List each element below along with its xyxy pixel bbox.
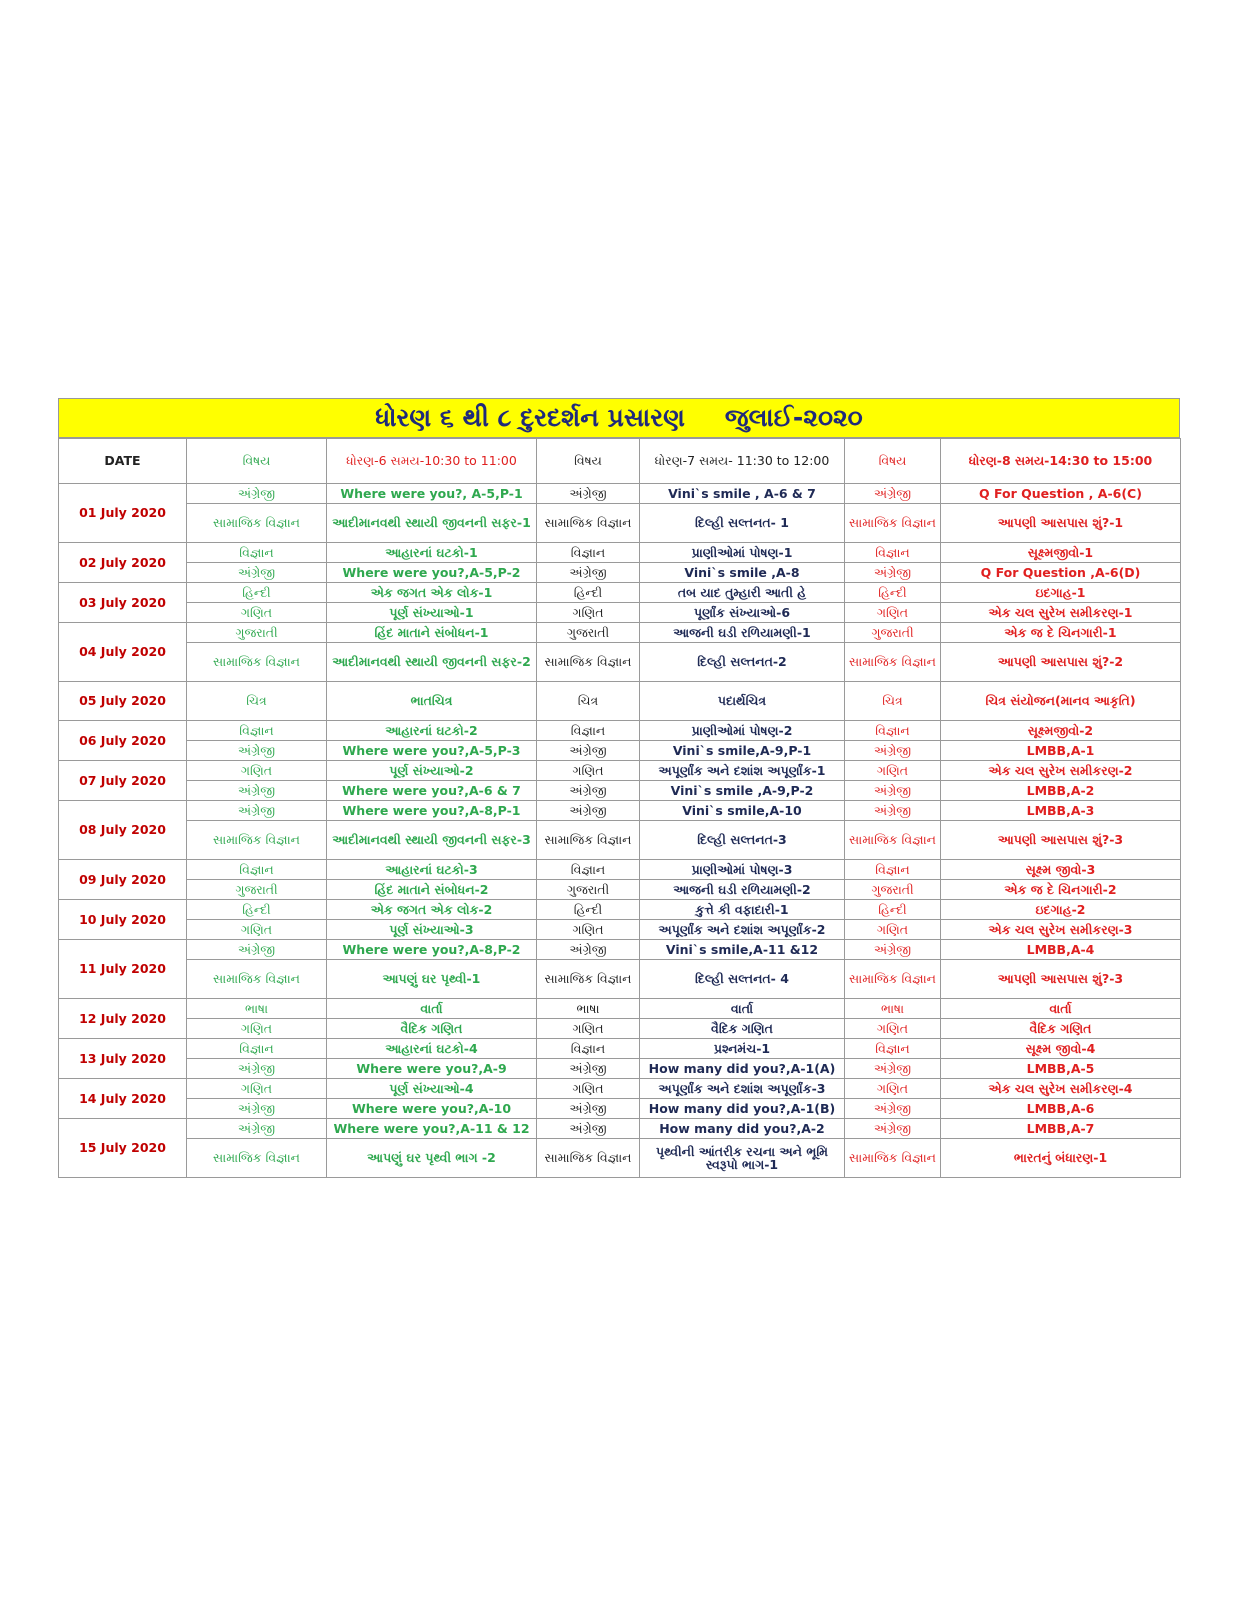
topic-std7-cell: પ્રાણીઓમાં પોષણ-1: [640, 543, 845, 563]
topic-std7-cell: આજની ઘડી રળિયામણી-2: [640, 880, 845, 900]
subject-std6-cell: ગણિત: [187, 603, 327, 623]
subject-std7-cell: હિન્દી: [537, 583, 640, 603]
subject-std8-cell: અંગ્રેજી: [845, 484, 941, 504]
topic-std6-cell: Where were you?,A-10: [327, 1099, 537, 1119]
topic-std8-cell: Q For Question ,A-6(D): [941, 563, 1181, 583]
topic-std6-cell: Where were you?,A-5,P-2: [327, 563, 537, 583]
topic-std7-cell: વૈદિક ગણિત: [640, 1019, 845, 1039]
subject-std6-cell: અંગ્રેજી: [187, 940, 327, 960]
subject-std7-cell: વિજ્ઞાન: [537, 860, 640, 880]
topic-std6-cell: પૂર્ણ સંખ્યાઓ-3: [327, 920, 537, 940]
topic-std8-cell: LMBB,A-5: [941, 1059, 1181, 1079]
date-cell: 13 July 2020: [59, 1039, 187, 1079]
subject-std7-cell: અંગ્રેજી: [537, 781, 640, 801]
topic-std8-cell: Q For Question , A-6(C): [941, 484, 1181, 504]
table-row: [59, 1039, 1181, 1059]
subject-std7-cell: અંગ્રેજી: [537, 484, 640, 504]
topic-std7-cell: દિલ્હી સલ્તનત-2: [640, 643, 845, 682]
date-cell: 04 July 2020: [59, 623, 187, 682]
topic-std8-cell: LMBB,A-6: [941, 1099, 1181, 1119]
topic-std6-cell: Where were you?,A-9: [327, 1059, 537, 1079]
topic-std8-cell: સૂક્ષ્મ જીવો-3: [941, 860, 1181, 880]
subject-std8-cell: સામાજિક વિજ્ઞાન: [845, 960, 941, 999]
table-row: [59, 563, 1181, 583]
topic-std8-cell: LMBB,A-3: [941, 801, 1181, 821]
subject-std8-cell: ગણિત: [845, 1019, 941, 1039]
topic-std7-cell: Vini`s smile ,A-9,P-2: [640, 781, 845, 801]
table-row: [59, 643, 1181, 682]
topic-std8-cell: LMBB,A-2: [941, 781, 1181, 801]
table-row: [59, 880, 1181, 900]
topic-std7-cell: દિલ્હી સલ્તનત- 4: [640, 960, 845, 999]
topic-std7-cell: Vini`s smile,A-9,P-1: [640, 741, 845, 761]
subject-std8-cell: અંગ્રેજી: [845, 741, 941, 761]
topic-std6-cell: આપણું ઘર પૃથ્વી ભાગ -2: [327, 1139, 537, 1178]
subject-std7-cell: અંગ્રેજી: [537, 741, 640, 761]
topic-std6-cell: આહારનાં ઘટકો-4: [327, 1039, 537, 1059]
topic-std8-cell: એક ચલ સુરેખ સમીકરણ-3: [941, 920, 1181, 940]
title-text: ધોરણ ૬ થી ૮ દુરદર્શન પ્રસારણ: [375, 403, 685, 432]
subject-std7-cell: હિન્દી: [537, 900, 640, 920]
date-cell: 15 July 2020: [59, 1119, 187, 1178]
topic-std6-cell: આહારનાં ઘટકો-2: [327, 721, 537, 741]
topic-std7-cell: How many did you?,A-2: [640, 1119, 845, 1139]
topic-std8-cell: વૈદિક ગણિત: [941, 1019, 1181, 1039]
subject-std8-cell: ગુજરાતી: [845, 880, 941, 900]
subject-std8-cell: અંગ્રેજી: [845, 940, 941, 960]
subject-std6-cell: અંગ્રેજી: [187, 484, 327, 504]
header-subject-6: વિષય: [187, 439, 327, 484]
subject-std7-cell: ગણિત: [537, 920, 640, 940]
topic-std7-cell: અપૂર્ણાંક અને દશાંશ અપૂર્ણાંક-3: [640, 1079, 845, 1099]
subject-std8-cell: અંગ્રેજી: [845, 781, 941, 801]
subject-std7-cell: અંગ્રેજી: [537, 801, 640, 821]
topic-std7-cell: પ્રાણીઓમાં પોષણ-2: [640, 721, 845, 741]
subject-std7-cell: અંગ્રેજી: [537, 563, 640, 583]
topic-std7-cell: તબ યાદ તુમ્હારી આતી હે: [640, 583, 845, 603]
subject-std8-cell: અંગ્રેજી: [845, 1119, 941, 1139]
header-date: DATE: [59, 439, 187, 484]
schedule-table: [58, 438, 1181, 1178]
topic-std6-cell: Where were you?,A-5,P-3: [327, 741, 537, 761]
subject-std8-cell: વિજ્ઞાન: [845, 1039, 941, 1059]
subject-std8-cell: સામાજિક વિજ્ઞાન: [845, 504, 941, 543]
subject-std7-cell: સામાજિક વિજ્ઞાન: [537, 504, 640, 543]
subject-std7-cell: વિજ્ઞાન: [537, 543, 640, 563]
topic-std7-cell: Vini`s smile ,A-8: [640, 563, 845, 583]
subject-std7-cell: સામાજિક વિજ્ઞાન: [537, 821, 640, 860]
topic-std6-cell: હિંદ માતાને સંબોધન-1: [327, 623, 537, 643]
subject-std8-cell: હિન્દી: [845, 900, 941, 920]
topic-std8-cell: ચિત્ર સંયોજન(માનવ આકૃતિ): [941, 682, 1181, 721]
date-cell: 07 July 2020: [59, 761, 187, 801]
topic-std8-cell: વાર્તા: [941, 999, 1181, 1019]
subject-std7-cell: સામાજિક વિજ્ઞાન: [537, 1139, 640, 1178]
topic-std8-cell: LMBB,A-1: [941, 741, 1181, 761]
topic-std7-cell: How many did you?,A-1(A): [640, 1059, 845, 1079]
topic-std6-cell: એક જગત એક લોક-1: [327, 583, 537, 603]
subject-std6-cell: હિન્દી: [187, 583, 327, 603]
topic-std7-cell: અપૂર્ણાંક અને દશાંશ અપૂર્ણાંક-1: [640, 761, 845, 781]
subject-std7-cell: અંગ્રેજી: [537, 1099, 640, 1119]
topic-std6-cell: પૂર્ણ સંખ્યાઓ-2: [327, 761, 537, 781]
topic-std6-cell: આદીમાનવથી સ્થાયી જીવનની સફર-3: [327, 821, 537, 860]
header-subject-8: વિષય: [845, 439, 941, 484]
subject-std7-cell: ગુજરાતી: [537, 880, 640, 900]
subject-std7-cell: ગણિત: [537, 1079, 640, 1099]
table-row: [59, 1079, 1181, 1099]
topic-std6-cell: Where were you?,A-8,P-2: [327, 940, 537, 960]
table-row: [59, 504, 1181, 543]
topic-std6-cell: વૈદિક ગણિત: [327, 1019, 537, 1039]
topic-std7-cell: પ્રાણીઓમાં પોષણ-3: [640, 860, 845, 880]
table-row: [59, 682, 1181, 721]
topic-std6-cell: હિંદ માતાને સંબોધન-2: [327, 880, 537, 900]
subject-std8-cell: ગણિત: [845, 603, 941, 623]
subject-std7-cell: ગણિત: [537, 761, 640, 781]
topic-std8-cell: આપણી આસપાસ શું?-3: [941, 821, 1181, 860]
table-row: [59, 583, 1181, 603]
subject-std6-cell: ભાષા: [187, 999, 327, 1019]
subject-std6-cell: ગુજરાતી: [187, 880, 327, 900]
topic-std8-cell: સૂક્ષ્મ જીવો-4: [941, 1039, 1181, 1059]
topic-std6-cell: આદીમાનવથી સ્થાયી જીવનની સફર-1: [327, 504, 537, 543]
topic-std7-cell: Vini`s smile,A-10: [640, 801, 845, 821]
subject-std6-cell: સામાજિક વિજ્ઞાન: [187, 821, 327, 860]
topic-std6-cell: Where were you?,A-11 & 12: [327, 1119, 537, 1139]
topic-std6-cell: Where were you?,A-8,P-1: [327, 801, 537, 821]
topic-std7-cell: આજની ઘડી રળિયામણી-1: [640, 623, 845, 643]
subject-std6-cell: અંગ્રેજી: [187, 781, 327, 801]
subject-std6-cell: વિજ્ઞાન: [187, 1039, 327, 1059]
date-cell: 05 July 2020: [59, 682, 187, 721]
subject-std7-cell: ગણિત: [537, 603, 640, 623]
topic-std7-cell: પદાર્થચિત્ર: [640, 682, 845, 721]
subject-std6-cell: વિજ્ઞાન: [187, 543, 327, 563]
subject-std6-cell: અંગ્રેજી: [187, 741, 327, 761]
date-cell: 12 July 2020: [59, 999, 187, 1039]
table-row: [59, 1119, 1181, 1139]
header-std8: ધોરણ-8 સમય-14:30 to 15:00: [941, 439, 1181, 484]
table-row: [59, 1099, 1181, 1119]
subject-std7-cell: અંગ્રેજી: [537, 1059, 640, 1079]
topic-std7-cell: દિલ્હી સલ્તનત-3: [640, 821, 845, 860]
subject-std8-cell: ગણિત: [845, 761, 941, 781]
table-row: [59, 1019, 1181, 1039]
topic-std6-cell: Where were you?, A-5,P-1: [327, 484, 537, 504]
topic-std6-cell: પૂર્ણ સંખ્યાઓ-1: [327, 603, 537, 623]
subject-std8-cell: અંગ્રેજી: [845, 801, 941, 821]
subject-std8-cell: અંગ્રેજી: [845, 1059, 941, 1079]
date-cell: 10 July 2020: [59, 900, 187, 940]
subject-std7-cell: અંગ્રેજી: [537, 940, 640, 960]
subject-std8-cell: ગણિત: [845, 1079, 941, 1099]
topic-std7-cell: પૂર્ણાંક સંખ્યાઓ-6: [640, 603, 845, 623]
topic-std7-cell: Vini`s smile , A-6 & 7: [640, 484, 845, 504]
topic-std8-cell: સૂક્ષ્મજીવો-2: [941, 721, 1181, 741]
title-month: જુલાઈ-૨૦૨૦: [724, 403, 863, 432]
subject-std6-cell: અંગ્રેજી: [187, 801, 327, 821]
schedule-body: [59, 484, 1181, 1178]
subject-std6-cell: સામાજિક વિજ્ઞાન: [187, 504, 327, 543]
subject-std8-cell: ગુજરાતી: [845, 623, 941, 643]
schedule-sheet: [58, 398, 1180, 1178]
subject-std6-cell: સામાજિક વિજ્ઞાન: [187, 1139, 327, 1178]
subject-std6-cell: અંગ્રેજી: [187, 1099, 327, 1119]
header-std6: ધોરણ-6 સમય-10:30 to 11:00: [327, 439, 537, 484]
subject-std8-cell: હિન્દી: [845, 583, 941, 603]
table-row: [59, 821, 1181, 860]
subject-std6-cell: ગણિત: [187, 1079, 327, 1099]
subject-std6-cell: ગણિત: [187, 920, 327, 940]
topic-std6-cell: એક જગત એક લોક-2: [327, 900, 537, 920]
table-row: [59, 801, 1181, 821]
subject-std6-cell: અંગ્રેજી: [187, 1119, 327, 1139]
topic-std6-cell: પૂર્ણ સંખ્યાઓ-4: [327, 1079, 537, 1099]
subject-std6-cell: હિન્દી: [187, 900, 327, 920]
table-row: [59, 1059, 1181, 1079]
subject-std6-cell: ગણિત: [187, 1019, 327, 1039]
topic-std7-cell: Vini`s smile,A-11 &12: [640, 940, 845, 960]
subject-std6-cell: વિજ્ઞાન: [187, 721, 327, 741]
date-cell: 08 July 2020: [59, 801, 187, 860]
subject-std7-cell: વિજ્ઞાન: [537, 1039, 640, 1059]
topic-std7-cell: અપૂર્ણાંક અને દશાંશ અપૂર્ણાંક-2: [640, 920, 845, 940]
header-row: [59, 439, 1181, 484]
table-row: [59, 1139, 1181, 1178]
subject-std6-cell: ગુજરાતી: [187, 623, 327, 643]
topic-std7-cell: દિલ્હી સલ્તનત- 1: [640, 504, 845, 543]
subject-std6-cell: સામાજિક વિજ્ઞાન: [187, 960, 327, 999]
topic-std7-cell: How many did you?,A-1(B): [640, 1099, 845, 1119]
subject-std7-cell: સામાજિક વિજ્ઞાન: [537, 960, 640, 999]
subject-std8-cell: ચિત્ર: [845, 682, 941, 721]
topic-std8-cell: આપણી આસપાસ શું?-2: [941, 643, 1181, 682]
topic-std8-cell: એક જ દે ચિનગારી-1: [941, 623, 1181, 643]
subject-std7-cell: વિજ્ઞાન: [537, 721, 640, 741]
date-cell: 06 July 2020: [59, 721, 187, 761]
table-row: [59, 860, 1181, 880]
subject-std8-cell: વિજ્ઞાન: [845, 543, 941, 563]
table-row: [59, 761, 1181, 781]
date-cell: 14 July 2020: [59, 1079, 187, 1119]
subject-std8-cell: અંગ્રેજી: [845, 1099, 941, 1119]
topic-std6-cell: આહારનાં ઘટકો-3: [327, 860, 537, 880]
table-row: [59, 900, 1181, 920]
table-row: [59, 623, 1181, 643]
table-row: [59, 920, 1181, 940]
date-cell: 02 July 2020: [59, 543, 187, 583]
topic-std8-cell: LMBB,A-7: [941, 1119, 1181, 1139]
subject-std8-cell: વિજ્ઞાન: [845, 721, 941, 741]
topic-std7-cell: પૃથ્વીની આંતરીક રચના અને ભૂમિ સ્વરૂપો ભાગ-1: [640, 1139, 845, 1178]
subject-std8-cell: સામાજિક વિજ્ઞાન: [845, 1139, 941, 1178]
subject-std7-cell: ભાષા: [537, 999, 640, 1019]
table-row: [59, 781, 1181, 801]
topic-std7-cell: પ્રશ્નમંચ-1: [640, 1039, 845, 1059]
topic-std6-cell: આપણું ઘર પૃથ્વી-1: [327, 960, 537, 999]
table-row: [59, 940, 1181, 960]
topic-std8-cell: એક જ દે ચિનગારી-2: [941, 880, 1181, 900]
topic-std8-cell: આપણી આસપાસ શું?-1: [941, 504, 1181, 543]
table-row: [59, 960, 1181, 999]
subject-std7-cell: ગુજરાતી: [537, 623, 640, 643]
subject-std7-cell: અંગ્રેજી: [537, 1119, 640, 1139]
subject-std6-cell: ગણિત: [187, 761, 327, 781]
topic-std8-cell: એક ચલ સુરેખ સમીકરણ-4: [941, 1079, 1181, 1099]
subject-std7-cell: ગણિત: [537, 1019, 640, 1039]
table-row: [59, 741, 1181, 761]
table-row: [59, 999, 1181, 1019]
subject-std6-cell: સામાજિક વિજ્ઞાન: [187, 643, 327, 682]
topic-std7-cell: વાર્તા: [640, 999, 845, 1019]
subject-std8-cell: અંગ્રેજી: [845, 563, 941, 583]
subject-std6-cell: અંગ્રેજી: [187, 563, 327, 583]
topic-std8-cell: ઇદગાહ-1: [941, 583, 1181, 603]
topic-std6-cell: આદીમાનવથી સ્થાયી જીવનની સફર-2: [327, 643, 537, 682]
subject-std7-cell: સામાજિક વિજ્ઞાન: [537, 643, 640, 682]
subject-std6-cell: વિજ્ઞાન: [187, 860, 327, 880]
subject-std8-cell: સામાજિક વિજ્ઞાન: [845, 643, 941, 682]
topic-std8-cell: એક ચલ સુરેખ સમીકરણ-2: [941, 761, 1181, 781]
header-subject-7: વિષય: [537, 439, 640, 484]
topic-std8-cell: એક ચલ સુરેખ સમીકરણ-1: [941, 603, 1181, 623]
topic-std6-cell: આહારનાં ઘટકો-1: [327, 543, 537, 563]
subject-std6-cell: ચિત્ર: [187, 682, 327, 721]
topic-std8-cell: આપણી આસપાસ શું?-3: [941, 960, 1181, 999]
title-bar: [58, 398, 1180, 438]
subject-std6-cell: અંગ્રેજી: [187, 1059, 327, 1079]
table-row: [59, 603, 1181, 623]
subject-std8-cell: વિજ્ઞાન: [845, 860, 941, 880]
topic-std6-cell: Where were you?,A-6 & 7: [327, 781, 537, 801]
topic-std6-cell: વાર્તા: [327, 999, 537, 1019]
date-cell: 09 July 2020: [59, 860, 187, 900]
subject-std7-cell: ચિત્ર: [537, 682, 640, 721]
subject-std8-cell: ગણિત: [845, 920, 941, 940]
subject-std8-cell: ભાષા: [845, 999, 941, 1019]
header-std7: ધોરણ-7 સમય- 11:30 to 12:00: [640, 439, 845, 484]
table-row: [59, 484, 1181, 504]
table-row: [59, 721, 1181, 741]
date-cell: 11 July 2020: [59, 940, 187, 999]
subject-std8-cell: સામાજિક વિજ્ઞાન: [845, 821, 941, 860]
topic-std8-cell: સૂક્ષ્મજીવો-1: [941, 543, 1181, 563]
topic-std6-cell: ભાતચિત્ર: [327, 682, 537, 721]
table-row: [59, 543, 1181, 563]
date-cell: 01 July 2020: [59, 484, 187, 543]
date-cell: 03 July 2020: [59, 583, 187, 623]
topic-std8-cell: ભારતનું બંધારણ-1: [941, 1139, 1181, 1178]
topic-std8-cell: ઇદગાહ-2: [941, 900, 1181, 920]
topic-std7-cell: કુત્તે કી વફાદારી-1: [640, 900, 845, 920]
topic-std8-cell: LMBB,A-4: [941, 940, 1181, 960]
